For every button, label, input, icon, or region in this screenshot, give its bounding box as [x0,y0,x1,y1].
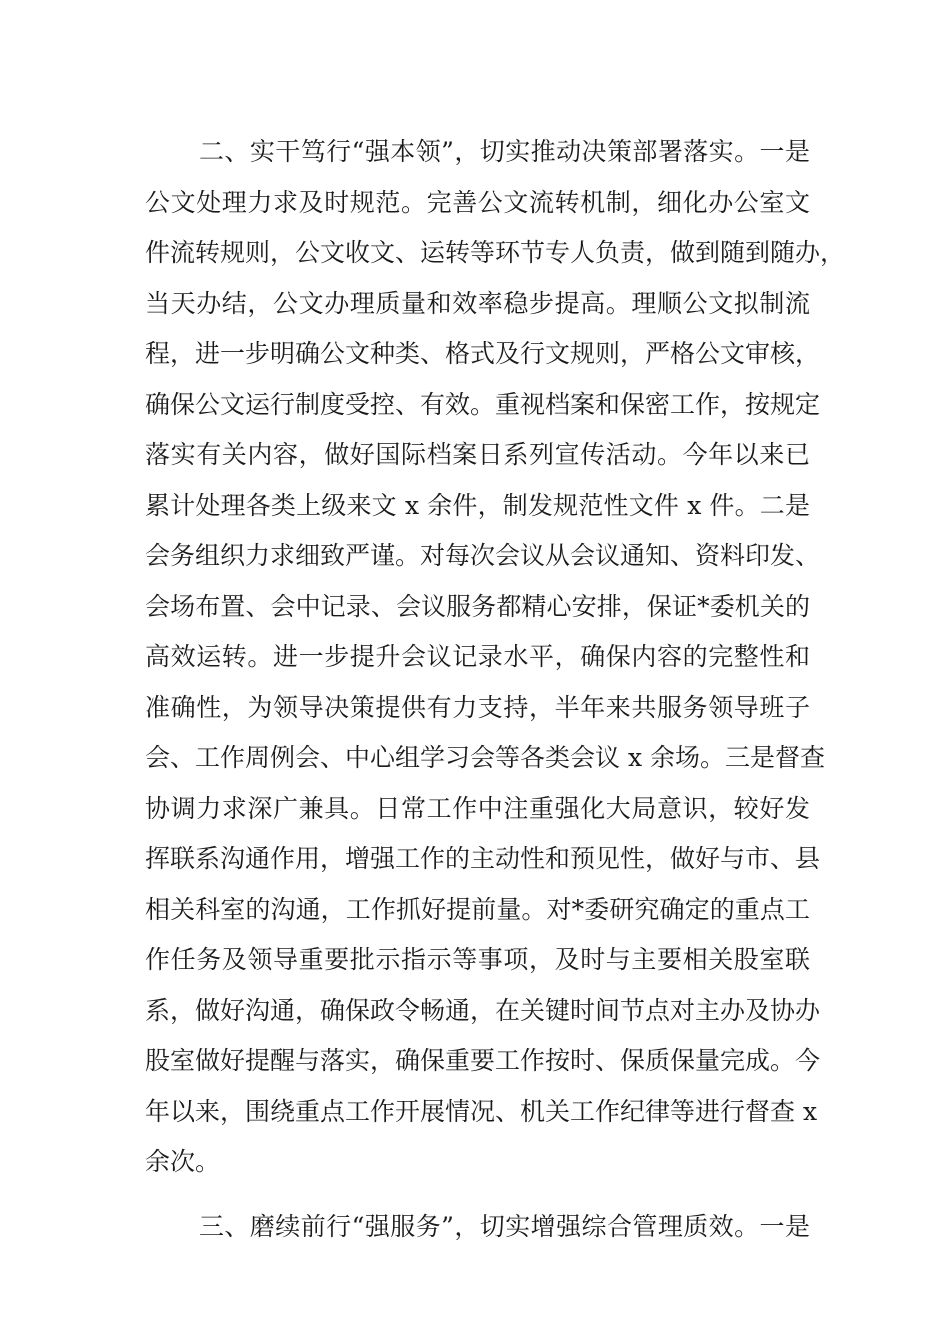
paragraph-line: 股室做好提醒与落实，确保重要工作按时、保质保量完成。今 [145,1046,821,1075]
paragraph-line: 相关科室的沟通，工作抓好提前量。对*委研究确定的重点工 [145,894,810,924]
paragraph-line: 确保公文运行制度受控、有效。重视档案和保密工作，按规定 [145,389,821,419]
paragraph-line: 系，做好沟通，确保政令畅通，在关键时间节点对主办及协办 [145,995,821,1025]
paragraph-line: 作任务及领导重要批示指示等事项，及时与主要相关股室联 [145,945,810,974]
paragraph-spacer [145,1188,810,1202]
paragraph-line: 二、实干笃行“强本领”，切实推动决策部署落实。一是 [199,137,810,166]
document-body [145,127,846,1252]
paragraph-line: 年以来，围绕重点工作开展情况、机关工作纪律等进行督查 x [145,1096,818,1126]
paragraph-line: 公文处理力求及时规范。完善公文流转机制，细化办公室文 [145,187,810,217]
paragraph-line: 会务组织力求细致严谨。对每次会议从会议通知、资料印发、 [145,541,821,570]
paragraph-line: 高效运转。进一步提升会议记录水平，确保内容的完整性和 [145,642,810,671]
paragraph-line: 挥联系沟通作用，增强工作的主动性和预见性，做好与市、县 [145,844,821,873]
paragraph-line: 三、磨续前行“强服务”，切实增强综合管理质效。一是 [199,1211,810,1241]
paragraph-line: 当天办结，公文办理质量和效率稳步提高。理顺公文拟制流 [145,288,810,318]
paragraph-line: 件流转规则，公文收文、运转等环节专人负责，做到随到随办， [145,238,846,267]
paragraph-line: 协调力求深广兼具。日常工作中注重强化大局意识，较好发 [145,793,810,823]
paragraph-line: 累计处理各类上级来文 x 余件，制发规范性文件 x 件。二是 [145,490,810,520]
paragraph-line: 会、工作周例会、中心组学习会等各类会议 x 余场。三是督查 [145,743,825,772]
paragraph-line: 会场布置、会中记录、会议服务都精心安排，保证*委机关的 [145,591,810,621]
paragraph-line: 程，进一步明确公文种类、格式及行文规则，严格公文审核， [145,339,821,368]
paragraph-line: 落实有关内容，做好国际档案日系列宣传活动。今年以来已 [145,440,810,469]
paragraph-line: 准确性，为领导决策提供有力支持，半年来共服务领导班子 [145,692,810,722]
paragraph-line: 余次。 [145,1147,221,1176]
